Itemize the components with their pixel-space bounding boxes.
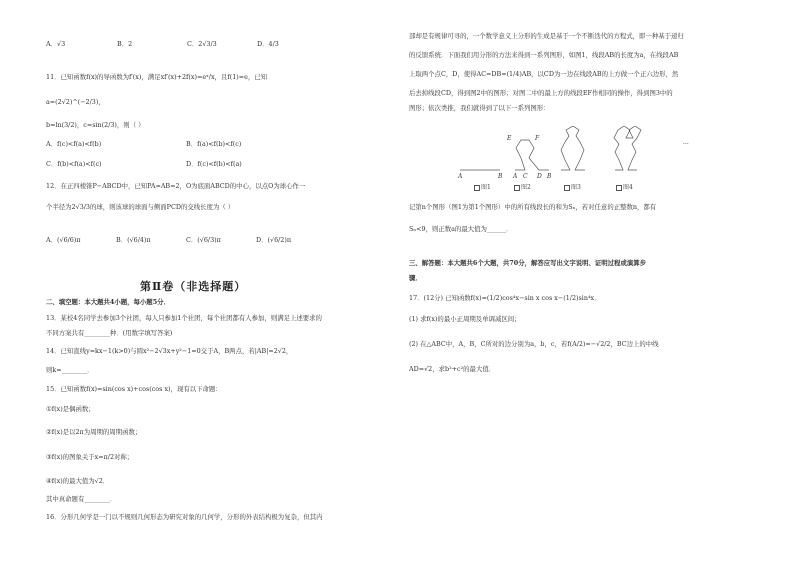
q16-text-line-2: 的反馈系统．下面我们用分形的方法来得到一系列图形，如图1，线段AB的长度为a，在线段AB <box>409 51 679 59</box>
q16-text-line-3: 上取两个点C，D，使得AC=DB=(1/4)AB，以CD为一边在线段AB的上方做一个正六边形，然 <box>409 70 679 78</box>
q15-line-1: 15．已知函数f(x)=sin(cos x)+cos(cos x)，现有以下命题： <box>46 385 222 393</box>
q12-option-c: C．(√6/3)π <box>186 236 221 244</box>
q17-part-1: (1) 求f(x)的最小正周期及单调减区间； <box>409 315 521 323</box>
label-d: D <box>537 173 542 180</box>
q16-start: 16．分形几何学是一门以不规则几何形态为研究对象的几何学，分形的外表结构极为复杂，但其内 <box>46 513 323 521</box>
label-a2: A <box>513 173 518 180</box>
q11-stem: 11．已知函数f(x)的导函数为f′(x)，满足xf′(x)+2f(x)=eˣ/x，且f(1)=e，已知 <box>46 73 268 81</box>
q12-option-a: A．(√6/6)π <box>46 236 81 244</box>
q14-line-2: 则k=________． <box>46 366 94 374</box>
q13-line-1: 13．某校4名同学去参加3个社团，每人只参加1个社团，每个社团都有人参加，则满足上述要求的 <box>46 314 322 322</box>
q10-option-d: D．4/3 <box>257 40 279 48</box>
q15-proposition-2: ②f(x)是以2π为周期的周期函数； <box>46 428 142 436</box>
label-b: B <box>498 173 503 180</box>
q12-stem-continued: 个半径为2√3/3的球，则该球的球面与侧面PCD的交线长度为（ ） <box>46 203 235 211</box>
q12-option-d: D．(√6/2)π <box>256 236 292 244</box>
q16-text-line-5: 图形；依次类推，我们就得到了以下一系列图形： <box>409 104 550 112</box>
q17-part-2-cont: AD=√2，求b²+c²的最大值． <box>409 365 496 373</box>
fractal-figure <box>457 126 717 196</box>
q15-proposition-3: ③f(x)的图象关于x=π/2对称； <box>46 453 134 461</box>
section-three-heading-cont: 骤． <box>409 274 422 282</box>
q13-line-2: 不同方案共有________种．(用数字填写答案) <box>46 329 173 337</box>
q15-proposition-1: ①f(x)是偶函数； <box>46 405 95 413</box>
q17-stem: 17．(12分) 已知函数f(x)=(1/2)cos⁴x−sin x cos x−(1/2)sin⁴x． <box>409 294 601 302</box>
q11-bc-definition: b=ln(3/2)，c=sin(2/3)，则（ ） <box>46 121 145 129</box>
q10-option-a: A．√3 <box>46 40 66 48</box>
label-e: E <box>507 135 512 142</box>
q11-option-c: C．f(b)<f(a)<f(c) <box>46 160 102 168</box>
section-three-heading: 三、解答题：本大题共6个大题，共70分，解答应写出文字说明、证明过程或演算步 <box>409 259 647 267</box>
continuation-dots: ··· <box>683 141 689 148</box>
label-f: F <box>535 135 540 142</box>
label-b2: B <box>547 173 552 180</box>
caption-figure-4: 图4 <box>616 182 633 191</box>
figure-3-shape <box>561 126 585 170</box>
q16-text-line-1: 部却是有规律可寻的，一个数学意义上分形的生成是基于一个不断迭代的方程式，即一种基于递归 <box>409 32 684 40</box>
q16-text-line-4: 后去掉线段CD，得到图2中的图形；对图二中的最上方的线段EF作相同的操作，得到图3中的 <box>409 89 673 97</box>
fractal-figure-svg <box>457 126 717 196</box>
q15-proposition-4: ④f(x)的最大值为√2． <box>46 477 110 485</box>
q14-line-1: 14．已知直线y=kx−1(k>0)与圆x²−2√3x+y²−1=0交于A，B两点，若|AB|=2√2， <box>46 347 293 355</box>
label-a: A <box>458 173 463 180</box>
figure-2-shape <box>515 140 549 170</box>
section-two-heading: 二、填空题：本大题共4小题，每小题5分． <box>46 298 170 306</box>
q12-option-b: B．(√6/4)π <box>116 236 151 244</box>
q15-answer-line: 其中真命题有________． <box>46 495 117 503</box>
q17-part-2: (2) 在△ABC中，A，B，C所对的边分别为a，b，c，若f(A/2)=−√2/2，BC边上的中线 <box>409 340 659 348</box>
caption-figure-1: 图1 <box>474 182 491 191</box>
q10-option-c: C．2√3/3 <box>187 40 217 48</box>
q11-option-b: B．f(a)<f(b)<f(c) <box>186 140 242 148</box>
q11-option-a: A．f(c)<f(a)<f(b) <box>46 140 102 148</box>
q12-stem: 12．在正四棱锥P−ABCD中，已知PA=AB=2，O为底面ABCD的中心，以点O为球心作一 <box>46 182 306 190</box>
q10-option-b: B．2 <box>117 40 133 48</box>
q16-text-line-6: 记第n个图形（图1为第1个图形）中的所有线段长的和为Sₙ，若对任意的正整数n，都有 <box>409 203 657 211</box>
caption-figure-2: 图2 <box>514 182 531 191</box>
figure-4-shape <box>614 126 641 170</box>
q16-text-line-7: Sₙ<9，则正数a的最大值为______． <box>409 225 513 233</box>
q11-a-definition: a=(2√2)^(−2/3)， <box>46 98 105 106</box>
caption-figure-3: 图3 <box>564 182 581 191</box>
q11-option-d: D．f(c)<f(b)<f(a) <box>186 160 242 168</box>
part-two-title: 第Ⅱ卷（非选择题） <box>140 280 247 293</box>
label-c: C <box>523 173 528 180</box>
